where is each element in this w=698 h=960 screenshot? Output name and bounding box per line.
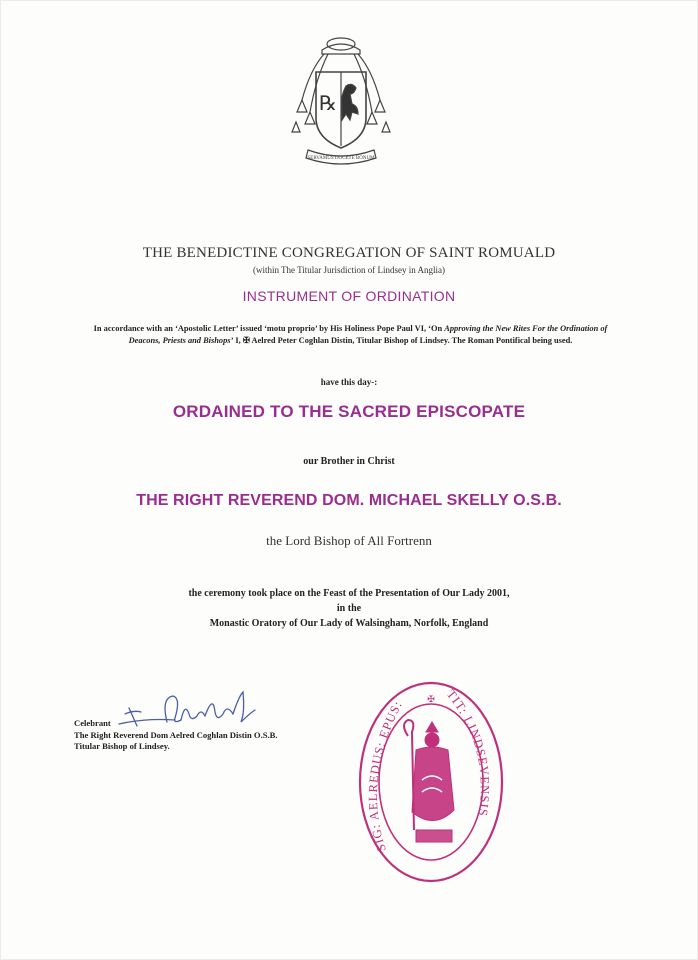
svg-text:✠: ✠ [427,694,435,704]
ordained-heading: ORDAINED TO THE SACRED EPISCOPATE [172,402,526,421]
ordinand-name: THE RIGHT REVEREND DOM. MICHAEL SKELLY O.S.B. [136,492,562,509]
ceremony-line-3: Monastic Oratory of Our Lady of Walsingham, Norfolk, England [209,618,489,629]
celebrant-name: The Right Reverend Dom Aelred Coghlan Distin O.S.B. [74,729,278,740]
brother-in-christ-text: our Brother in Christ [303,456,395,467]
svg-text:SERVAMUS DOCETE BONUM: SERVAMUS DOCETE BONUM [307,156,375,161]
accordance-text-italic: Approving the New Rites For the Ordination of Deacons, Priests and Bishops’ [128,324,608,345]
ceremony-details [0,586,698,631]
svg-text:℞: ℞ [319,93,337,115]
celebrant-title: Titular Bishop of Lindsey. [74,741,170,751]
instrument-title: INSTRUMENT OF ORDINATION [242,288,456,304]
episcopal-seal-icon [356,680,506,885]
ceremony-line-1: the ceremony took place on the Feast of the Presentation of Our Lady 2001, [188,588,510,599]
svg-text:TIT: LINDSEVENSIS: TIT: LINDSEVENSIS [443,687,492,818]
svg-text:SIG: AELREDUS: EPUS:: SIG: AELREDUS: EPUS: [365,698,406,854]
celebrant-block [74,718,278,753]
have-this-day-text: have this day-: [320,377,378,387]
accordance-text-1: In accordance with an ‘Apostolic Letter’ issued ‘motu proprio’ by His Holiness Pope Paul VI, ‘On [93,324,443,333]
jurisdiction-subheading: (within The Titular Jurisdiction of Lindsey in Anglia) [252,265,446,275]
coat-of-arms-icon [282,30,400,170]
ceremony-line-2: in the [336,603,362,614]
congregation-heading: THE BENEDICTINE CONGREGATION OF SAINT ROMUALD [142,245,556,261]
accordance-text-2: I, ✠ Aelred Peter Coghlan Distin, Titular Bishop of Lindsey. The Roman Pontifical being used. [235,336,573,345]
bishop-title: the Lord Bishop of All Fortrenn [266,533,432,548]
celebrant-label: Celebrant [74,718,111,728]
accordance-paragraph [78,323,623,347]
